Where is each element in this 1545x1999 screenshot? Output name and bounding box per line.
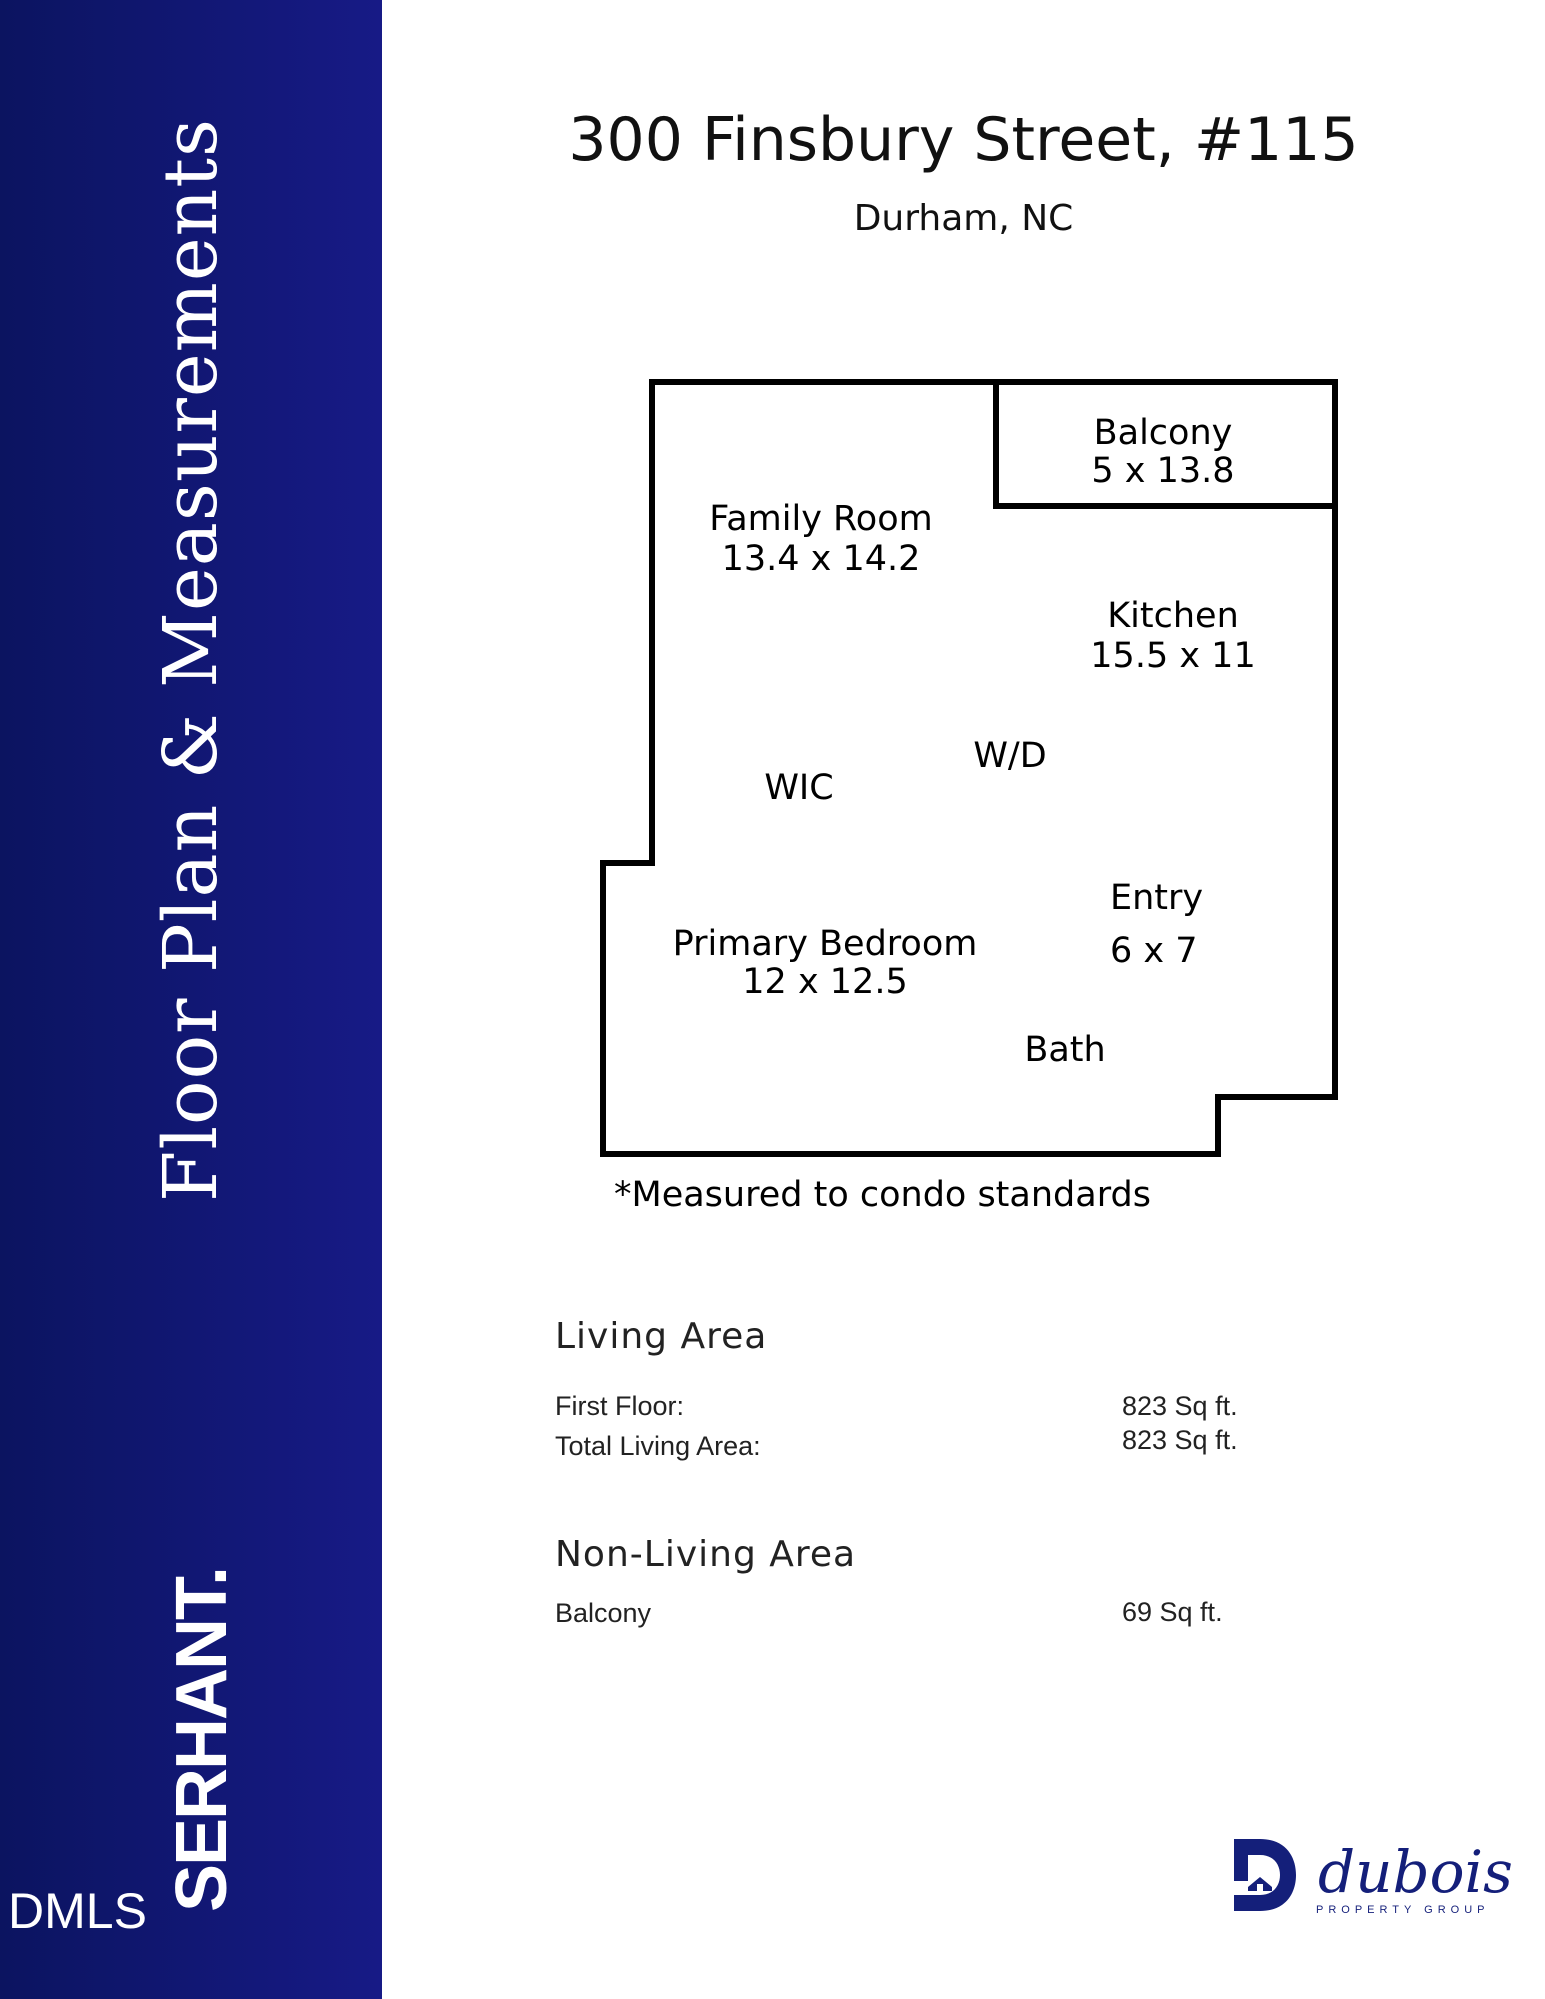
room-size: 6 x 7: [1110, 931, 1198, 971]
first-floor-label: First Floor:: [555, 1391, 685, 1421]
room-size: 15.5 x 11: [1090, 636, 1256, 676]
room-name: W/D: [973, 736, 1047, 776]
room-family-room: [691, 499, 951, 579]
room-name: Kitchen: [1107, 596, 1239, 636]
dmls-label: DMLS: [8, 1883, 147, 1939]
room-primary-bedroom: [660, 925, 990, 1001]
dubois-logo-subtitle: PROPERTY GROUP: [1316, 1904, 1490, 1916]
measurement-note: *Measured to condo standards: [614, 1175, 1151, 1215]
room-wic: [749, 769, 849, 807]
sidebar-title: Floor Plan & Measurements: [148, 118, 234, 1202]
room-name: WIC: [764, 768, 834, 808]
dubois-logo-name: dubois: [1318, 1838, 1513, 1906]
balcony-area-label: Balcony: [555, 1598, 652, 1628]
balcony-area-value: 69 Sq ft.: [1122, 1597, 1223, 1627]
room-name: Bath: [1024, 1030, 1106, 1070]
room-name: Entry: [1110, 878, 1204, 918]
total-living-area-value: 823 Sq ft.: [1122, 1425, 1238, 1455]
first-floor-value: 823 Sq ft.: [1122, 1391, 1238, 1421]
property-address: 300 Finsbury Street, #115: [568, 105, 1359, 175]
room-bath: [1010, 1031, 1120, 1069]
room-balcony: [1063, 414, 1263, 490]
room-size: 12 x 12.5: [742, 962, 908, 1002]
room-wd: [960, 737, 1060, 775]
room-entry: [1110, 872, 1230, 978]
room-name: Balcony: [1093, 413, 1233, 453]
room-size: 5 x 13.8: [1091, 451, 1235, 491]
non-living-area-heading: Non-Living Area: [555, 1534, 857, 1575]
brand-logo-text: SERHANT.: [162, 1567, 242, 1913]
total-living-area-label: Total Living Area:: [555, 1431, 761, 1461]
room-name: Primary Bedroom: [672, 924, 978, 964]
property-city: Durham, NC: [853, 198, 1074, 239]
room-size: 13.4 x 14.2: [721, 539, 921, 579]
room-name: Family Room: [709, 499, 933, 539]
room-kitchen: [1070, 596, 1276, 676]
dubois-logo-icon: [1230, 1835, 1300, 1915]
living-area-heading: Living Area: [555, 1316, 768, 1357]
